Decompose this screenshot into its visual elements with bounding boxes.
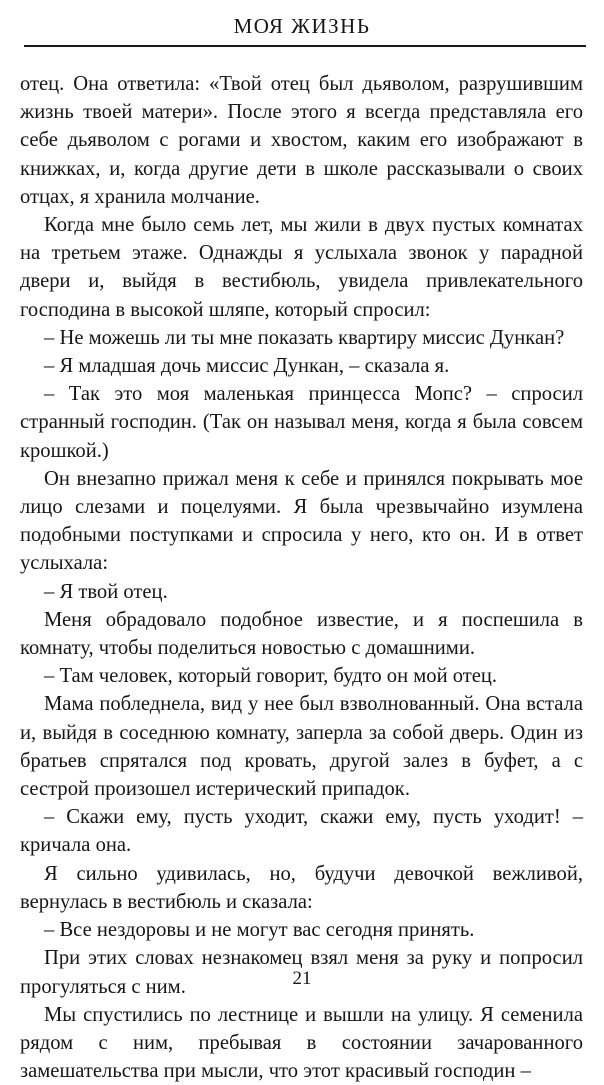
- paragraph: Он внезапно прижал меня к себе и принялся покрывать мое лицо слезами и поцелуями. Я была чрезвычайно изумлена подобными поступками и спросила у него, кто он. И в ответ услыхала:: [20, 467, 583, 575]
- header-rule: [24, 45, 586, 47]
- paragraph: Когда мне было семь лет, мы жили в двух пустых комнатах на третьем этаже. Однажды я услыхала звонок у парадной двери и, выйдя в вестибюль, увидела привлекательного господина в высокой шляпе, который спросил:: [20, 214, 583, 321]
- paragraph: При этих словах незнакомец взял меня за руку и попросил прогуляться с ним.: [20, 947, 583, 998]
- paragraph: – Так это моя маленькая принцесса Мопс? – спросил странный господин. (Так он называл меня, когда я была совсем крошкой.): [20, 383, 583, 462]
- paragraph: – Все нездоровы и не могут вас сегодня принять.: [44, 919, 475, 942]
- paragraph: – Там человек, который говорит, будто он мой отец.: [44, 665, 498, 688]
- paragraph: – Я твой отец.: [44, 580, 168, 603]
- paragraph: Меня обрадовало подобное известие, и я поспешила в комнату, чтобы поделиться новостью с домашними.: [20, 608, 583, 660]
- paragraph: – Я младшая дочь миссис Дункан, – сказала я.: [44, 355, 450, 378]
- paragraph: Я сильно удивилась, но, будучи девочкой вежливой, вернулась в вестибюль и сказала:: [20, 862, 583, 913]
- paragraph: отец. Она ответила: «Твой отец был дьяволом, разрушившим жизнь твоей матери». После этого я всегда представляла его себе дьяволом с рогами и хвостом, каким его изображают в книжках, и, когда другие дети в школе рассказывали о своих отцах, я хранила молчание.: [20, 73, 583, 208]
- paragraph: – Скажи ему, пусть уходит, скажи ему, пусть уходит! – кричала она.: [20, 806, 583, 857]
- paragraph: Мы спустились по лестнице и вышли на улицу. Я семенила рядом с ним, пребывая в состоянии зачарованного замешательства при мысли, что этот красивый господин –: [20, 1003, 583, 1083]
- page-number: 21: [292, 968, 312, 989]
- body-text: [20, 70, 583, 1085]
- paragraph: – Не можешь ли ты мне показать квартиру миссис Дункан?: [44, 326, 565, 349]
- paragraph: Мама побледнела, вид у нее был взволнованный. Она встала и, выйдя в соседнюю комнату, заперла за собой дверь. Один из братьев спрятался под кровать, другой залез в буфет, а с сестрой произошел истерический припадок.: [20, 693, 583, 801]
- running-head: МОЯ ЖИЗНЬ: [233, 14, 371, 38]
